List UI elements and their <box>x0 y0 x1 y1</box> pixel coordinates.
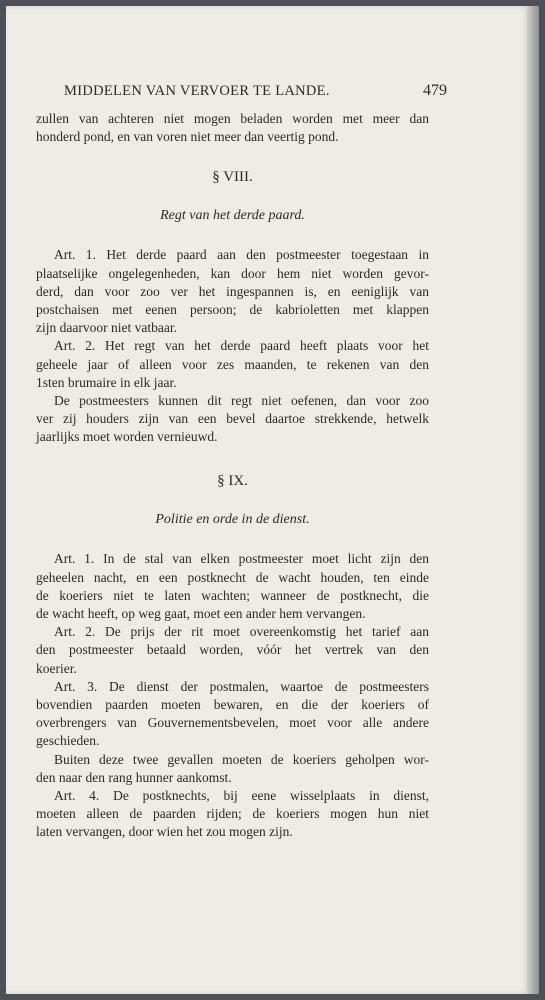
text-line: plaatselijke ongelegenheden, kan door hem niet worden gevor- <box>36 265 429 281</box>
page-number: 479 <box>423 82 447 99</box>
text-line: Art. 1. In de stal van elken postmeester moet licht zijn den <box>54 551 429 567</box>
text-line: Art. 3. De dienst der postmalen, waartoe de postmeesters <box>54 678 429 694</box>
text-line: den postmeester betaald worden, vóór het vertrek van den <box>36 642 429 658</box>
section-heading: § IX. <box>217 473 248 490</box>
text-line: zijn daarvoor niet vatbaar. <box>36 320 177 336</box>
running-head <box>64 82 447 110</box>
text-line: jaarlijks moet worden vernieuwd. <box>36 429 218 445</box>
text-line: derd, dan voor zoo ver het ingespannen is, en eeniglijk van <box>36 283 429 299</box>
text-line: Buiten deze twee gevallen moeten de koeriers geholpen wor- <box>54 751 429 767</box>
text-line: Art. 4. De postknechts, bij eene wisselplaats in dienst, <box>54 787 429 803</box>
section-title: Regt van het derde paard. <box>160 208 305 224</box>
text-line: overbrengers van Gouvernementsbevelen, moet voor alle andere <box>36 715 429 731</box>
text-line: den naar den rang hunner aankomst. <box>36 769 232 785</box>
section-title: Politie en orde in de dienst. <box>155 512 310 528</box>
text-line: bovendien paarden moeten bewaren, en die der koeriers of <box>36 696 429 712</box>
section-heading: § VIII. <box>212 169 253 186</box>
text-line: de wacht heeft, op weg gaat, moet een ander hem vervangen. <box>36 606 366 621</box>
text-line: geheelen nacht, en een postknecht de wacht houden, ten einde <box>36 569 429 585</box>
text-line: De postmeesters kunnen dit regt niet oefenen, dan voor zoo <box>54 392 429 408</box>
text-line: koerier. <box>36 660 77 676</box>
text-line: postchaisen met eenen persoon; de kabrioletten met klappen <box>36 301 429 317</box>
text-line: zullen van achteren niet mogen beladen worden met meer dan <box>36 111 429 126</box>
text-line: moeten alleen de paarden rijden; de koeriers mogen hun niet <box>36 806 429 822</box>
page-edge <box>527 6 539 994</box>
text-line: 1sten brumaire in elk jaar. <box>36 374 177 390</box>
text-line: de koeriers niet te laten wachten; wanneer de postknecht, die <box>36 587 429 603</box>
text-line: ver zij houders zijn van een bevel daartoe strekkende, hetwelk <box>36 411 429 427</box>
page-text <box>36 82 447 841</box>
text-line: Art. 1. Het derde paard aan den postmeester toegestaan in <box>54 247 429 263</box>
text-line: honderd pond, en van voren niet meer dan veertig pond. <box>36 129 339 145</box>
text-line: geheele jaar of alleen voor zes maanden, te rekenen van den <box>36 356 429 372</box>
text-line: Art. 2. De prijs der rit moet overeenkomstig het tarief aan <box>54 624 429 640</box>
text-line: Art. 2. Het regt van het derde paard heeft plaats voor het <box>54 338 429 354</box>
text-line: laten vervangen, door wien het zou mogen zijn. <box>36 824 293 840</box>
text-line: geschieden. <box>36 733 100 749</box>
running-title: MIDDELEN VAN VERVOER TE LANDE. <box>64 83 330 99</box>
